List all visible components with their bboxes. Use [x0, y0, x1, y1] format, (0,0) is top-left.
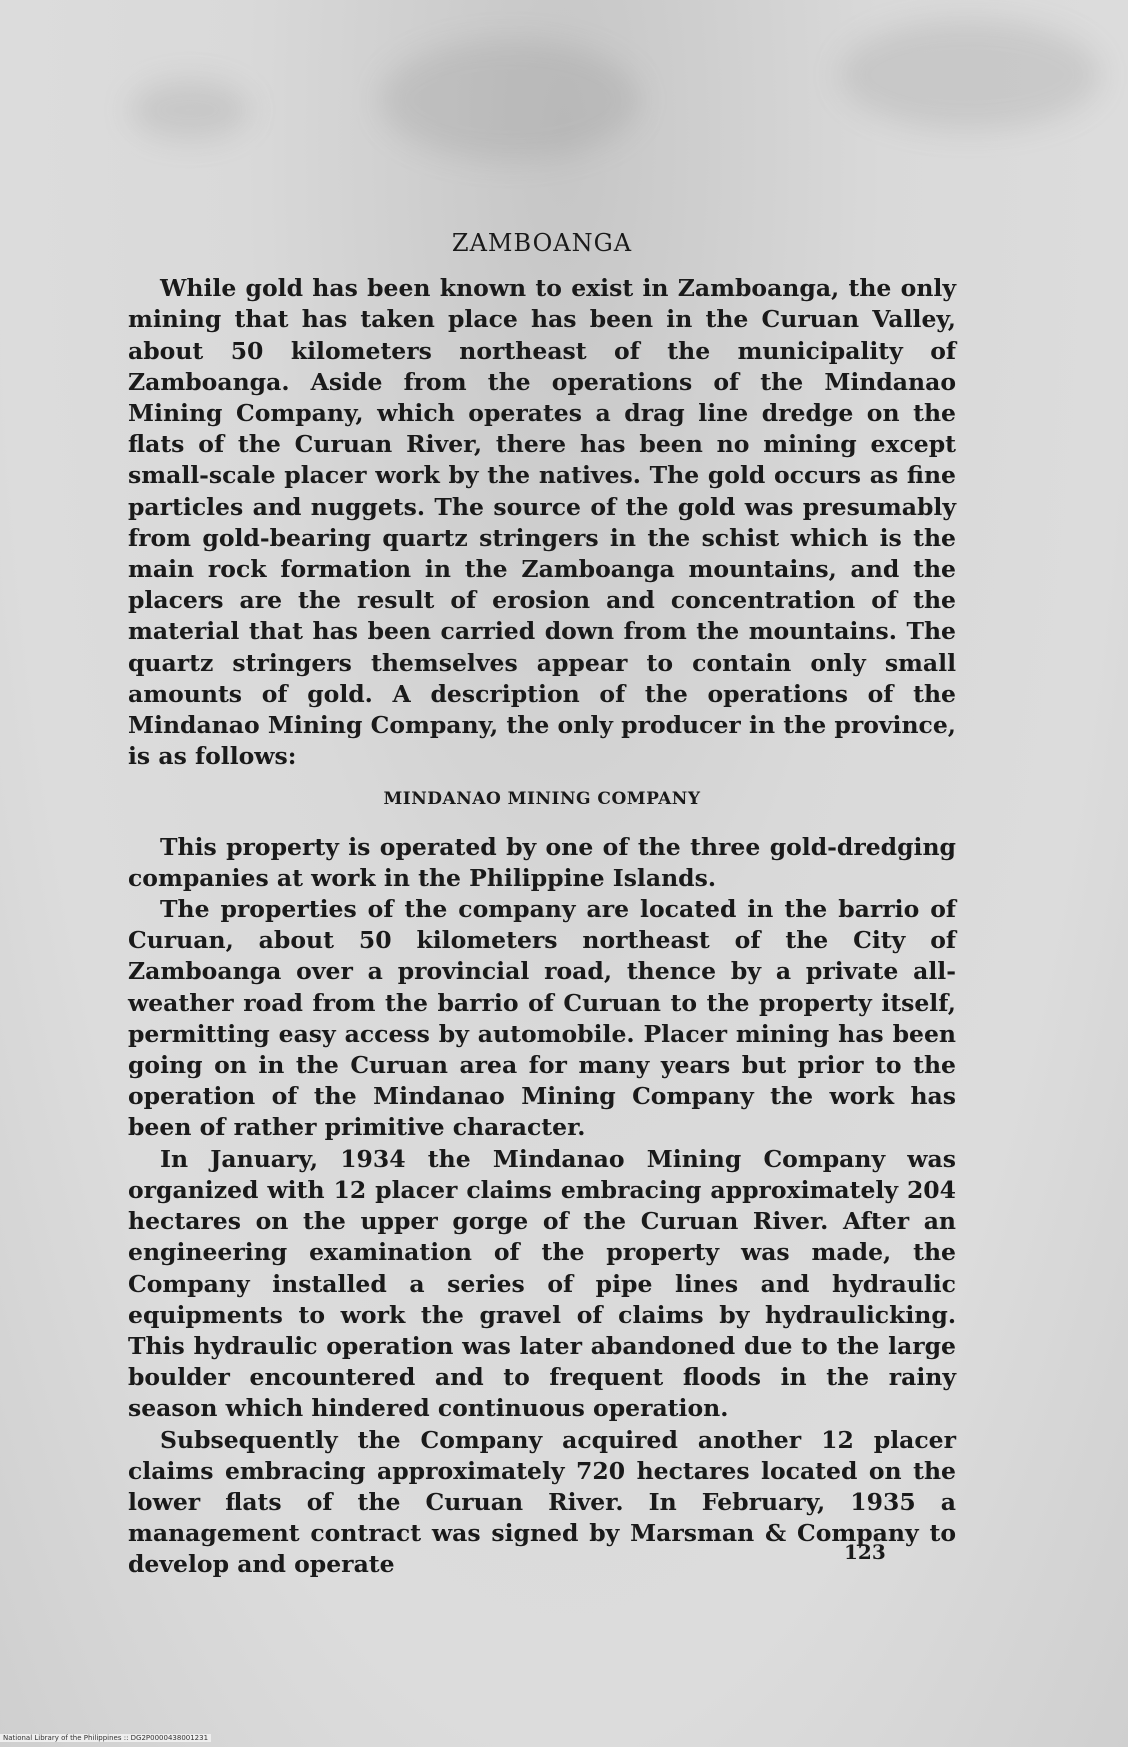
page-stain [130, 80, 250, 140]
page-content [128, 228, 956, 1581]
body-paragraph: In January, 1934 the Mindanao Mining Company was organized with 12 placer claims embracing approximately 204 hectares on the upper gorge of the Curuan River. After an engineering examination of the property was made, the Company installed a series of pipe lines and hydraulic equipments to work the gravel of claims by hydraulicking. This hydraulic operation was later abandoned due to the large boulder encountered and to frequent floods in the rainy season which hindered continuous operation. [128, 1144, 956, 1423]
page-number: 123 [844, 1540, 886, 1564]
page-stain [840, 20, 1100, 130]
body-paragraph: This property is operated by one of the three gold-dredging companies at work in the Philippine Islands. [128, 832, 956, 892]
intro-paragraph: While gold has been known to exist in Zamboanga, the only mining that has taken place has been in the Curuan Valley, about 50 kilometers northeast of the municipality of Zamboanga. Aside from the operations of the Mindanao Mining Company, which operates a drag line dredge on the flats of the Curuan River, there has been no mining except small-scale placer work by the natives. The gold occurs as fine particles and nuggets. The source of the gold was presumably from gold-bearing quartz stringers in the schist which is the main rock formation in the Zamboanga mountains, and the placers are the result of erosion and concentration of the material that has been carried down from the mountains. The quartz stringers themselves appear to contain only small amounts of gold. A description of the operations of the Mindanao Mining Company, the only producer in the province, is as follows: [128, 274, 956, 771]
page-stain [380, 40, 640, 160]
body-paragraph: Subsequently the Company acquired another 12 placer claims embracing approximately 720 hectares located on the lower flats of the Curuan River. In February, 1935 a management contract was signed by Marsman & Company to develop and operate [128, 1425, 956, 1579]
page-title: ZAMBOANGA [451, 229, 633, 257]
section-heading: MINDANAO MINING COMPANY [383, 789, 701, 810]
body-paragraph: The properties of the company are located in the barrio of Curuan, about 50 kilometers northeast of the City of Zamboanga over a provincial road, thence by a private all-weather road from the barrio of Curuan to the property itself, permitting easy access by automobile. Placer mining has been going on in the Curuan area for many years but prior to the operation of the Mindanao Mining Company the work has been of rather primitive character. [128, 895, 956, 1142]
archive-footer: National Library of the Philippines :: DG2P0000438001231 [0, 1734, 211, 1742]
